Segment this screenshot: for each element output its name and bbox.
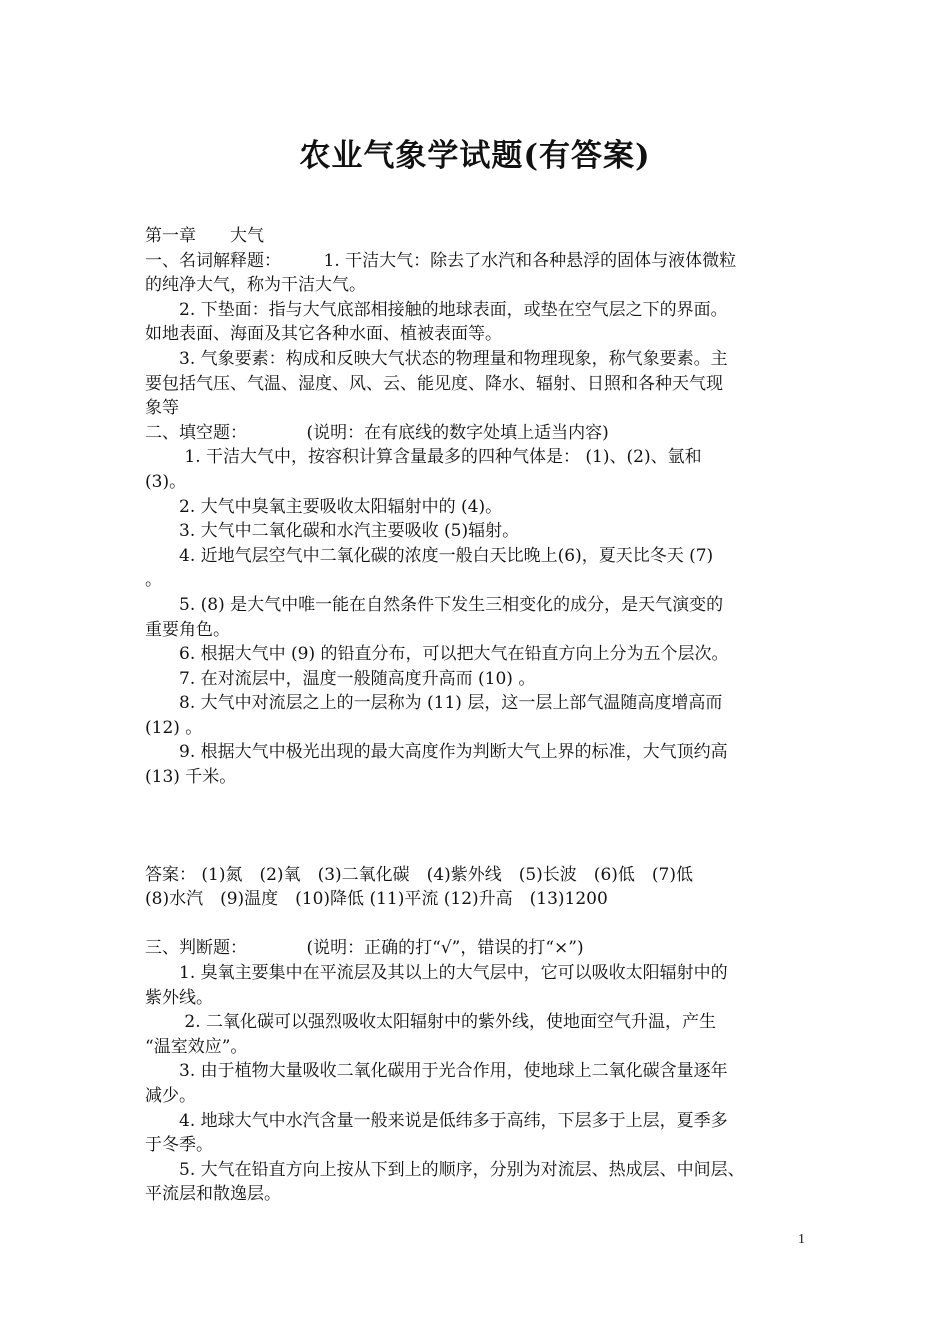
text-line: 。 (145, 570, 162, 591)
text-line: 要包括气压、气温、湿度、风、云、能见度、降水、辐射、日照和各种天气现 (145, 373, 723, 394)
text-line: 2. 下垫面：指与大气底部相接触的地球表面，或垫在空气层之下的界面。 (145, 299, 728, 320)
text-line: 2. 二氧化碳可以强烈吸收太阳辐射中的紫外线，使地面空气升温，产生 (145, 1012, 717, 1033)
text-line: 紫外线。 (145, 987, 213, 1008)
text-line: (12) 。 (145, 717, 203, 738)
text-line: 平流层和散逸层。 (145, 1184, 281, 1205)
text-line: 重要角色。 (145, 619, 230, 640)
text-line: 3. 气象要素：构成和反映大气状态的物理量和物理现象，称气象要素。主 (145, 348, 728, 369)
text-line: 2. 大气中臭氧主要吸收太阳辐射中的 (4)。 (145, 496, 503, 517)
text-line: 5. (8) 是大气中唯一能在自然条件下发生三相变化的成分，是天气演变的 (145, 594, 724, 615)
text-line: (13) 千米。 (145, 767, 237, 788)
text-line: 4. 近地气层空气中二氧化碳的浓度一般白天比晚上(6)，夏天比冬天 (7) (145, 545, 714, 566)
answer-line: 答案： (1)氮 (2)氧 (3)二氧化碳 (4)紫外线 (5)长波 (6)低 (7)低 (145, 864, 693, 885)
spacer (145, 790, 815, 863)
text-line: 于冬季。 (145, 1135, 213, 1156)
text-line: 3. 由于植物大量吸收二氧化碳用于光合作用，使地球上二氧化碳含量逐年 (145, 1061, 728, 1082)
text-line: 减少。 (145, 1086, 196, 1106)
text-line: 7. 在对流层中，温度一般随高度升高而 (10) 。 (145, 668, 536, 689)
page-number: 1 (798, 1232, 805, 1247)
text-line: 9. 根据大气中极光出现的最大高度作为判断大气上界的标准，大气顶约高 (145, 742, 728, 763)
section1-heading: 一、名词解释题： 1. 干洁大气：除去了水汽和各种悬浮的固体与液体微粒 (145, 250, 737, 271)
text-line: 1. 臭氧主要集中在平流层及其以上的大气层中，它可以吸收太阳辐射中的 (145, 963, 728, 984)
text-line: 8. 大气中对流层之上的一层称为 (11) 层，这一层上部气温随高度增高而 (145, 693, 723, 714)
text-line: 如地表面、海面及其它各种水面、植被表面等。 (145, 324, 502, 345)
text-line: 6. 根据大气中 (9) 的铅直分布，可以把大气在铅直方向上分为五个层次。 (145, 644, 729, 665)
text-line: (3)。 (145, 471, 187, 492)
text-line: 1. 干洁大气中，按容积计算含量最多的四种气体是： (1)、(2)、氩和 (145, 447, 702, 468)
text-line: “温室效应”。 (145, 1036, 248, 1057)
section2-heading: 二、填空题： (说明：在有底线的数字处填上适当内容) (145, 422, 609, 443)
text-line: 3. 大气中二氧化碳和水汽主要吸收 (5)辐射。 (145, 521, 520, 542)
spacer (145, 912, 815, 937)
section3-heading: 三、判断题： (说明：正确的打“√”，错误的打“×”) (145, 938, 584, 959)
chapter-heading: 第一章 大气 (145, 226, 264, 246)
document-title: 农业气象学试题(有答案) (299, 138, 651, 174)
document-body (145, 224, 815, 1207)
text-line: 的纯净大气，称为干洁大气。 (145, 275, 366, 296)
answer-line: (8)水汽 (9)温度 (10)降低 (11)平流 (12)升高 (13)1200 (145, 889, 608, 910)
text-line: 5. 大气在铅直方向上按从下到上的顺序，分别为对流层、热成层、中间层、 (145, 1159, 745, 1180)
text-line: 象等 (145, 398, 179, 419)
text-line: 4. 地球大气中水汽含量一般来说是低纬多于高纬，下层多于上层，夏季多 (145, 1110, 728, 1131)
